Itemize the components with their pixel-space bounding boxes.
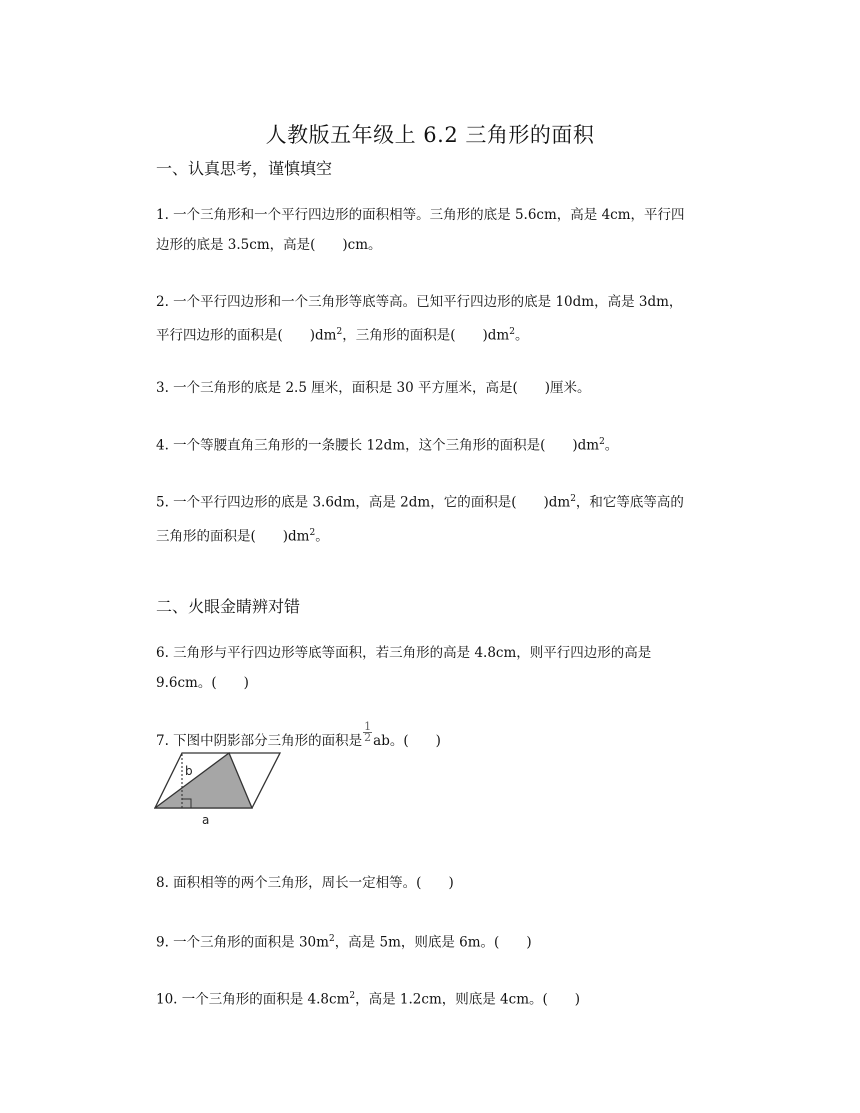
label-b: b: [185, 764, 193, 778]
parallelogram-figure: [154, 748, 284, 828]
question-9-text-a: 9. 一个三角形的面积是 30m: [156, 934, 329, 951]
superscript: 2: [309, 527, 316, 538]
question-6-line-2: 9.6cm。( ): [156, 675, 249, 691]
superscript: 2: [336, 327, 343, 337]
question-7-text-b: ab。( ): [373, 733, 441, 749]
fraction-one-half: [363, 722, 372, 743]
superscript: 2: [599, 437, 605, 447]
superscript: 2: [509, 327, 515, 337]
question-6: [156, 638, 716, 698]
question-2-line-1: 2. 一个平行四边形和一个三角形等底等高。已知平行四边形的底是 10dm，高是 3dm，: [156, 294, 683, 310]
question-9-line: [156, 924, 716, 958]
question-2-text-a: 平行四边形的面积是( )dm: [156, 327, 337, 344]
question-3-line: 3. 一个三角形的底是 2.5 厘米，面积是 30 平方厘米，高是( )厘米。: [156, 380, 591, 396]
question-4-text-a: 4. 一个等腰直角三角形的一条腰长 12dm，这个三角形的面积是( )dm: [156, 437, 600, 454]
question-2-text-c: 。: [514, 327, 529, 344]
question-1-line-1: 1. 一个三角形和一个平行四边形的面积相等。三角形的底是 5.6cm，高是 4cm，平行四: [156, 207, 685, 223]
question-5-text-c: 三角形的面积是( )dm: [156, 528, 310, 544]
question-10-text-a: 10. 一个三角形的面积是 4.8cm: [156, 991, 350, 1008]
question-5-line-1: [156, 484, 716, 518]
label-a: a: [202, 813, 210, 827]
question-10-line: [156, 981, 716, 1015]
question-4-text-b: 。: [604, 437, 619, 454]
question-4-line: [156, 427, 716, 461]
superscript: 2: [349, 991, 356, 1001]
question-8: [156, 868, 716, 898]
question-5: [156, 484, 716, 551]
section-heading-fill-blank: 一、认真思考，谨慎填空: [156, 159, 333, 178]
superscript: 2: [328, 934, 335, 944]
question-5-text-a: 5. 一个平行四边形的底是 3.6dm，高是 2dm，它的面积是( )dm: [156, 494, 571, 511]
question-7-text-a: 7. 下图中阴影部分三角形的面积是: [156, 733, 363, 749]
question-5-text-b: ，和它等底等高的: [575, 494, 684, 511]
question-10-text-b: ，高是 1.2cm，则底是 4cm。( ): [355, 991, 581, 1008]
question-9-text-b: ，高是 5m，则底是 6m。( ): [334, 934, 532, 951]
question-5-line-2: [156, 518, 716, 552]
question-9: [156, 924, 716, 958]
fraction-numerator: 1: [364, 720, 372, 733]
question-6-line-1: 6. 三角形与平行四边形等底等面积，若三角形的高是 4.8cm，则平行四边形的高是: [156, 645, 652, 661]
question-4: [156, 427, 716, 461]
superscript: 2: [570, 494, 576, 504]
question-5-text-d: 。: [315, 528, 329, 544]
question-2: [156, 287, 716, 351]
question-2-line-2: [156, 317, 716, 351]
page-title: 人教版五年级上 6.2 三角形的面积: [265, 123, 595, 147]
question-8-line: 8. 面积相等的两个三角形，周长一定相等。( ): [156, 875, 454, 891]
question-2-text-b: ，三角形的面积是( )dm: [342, 327, 510, 344]
question-1-line-2: 边形的底是 3.5cm，高是( )cm。: [156, 237, 382, 253]
question-1: [156, 200, 716, 260]
question-3: [156, 373, 716, 403]
question-10: [156, 981, 716, 1015]
fraction-denominator: 2: [364, 731, 372, 744]
section-heading-true-false: 二、火眼金睛辨对错: [156, 597, 301, 616]
shaded-triangle: [155, 753, 252, 808]
